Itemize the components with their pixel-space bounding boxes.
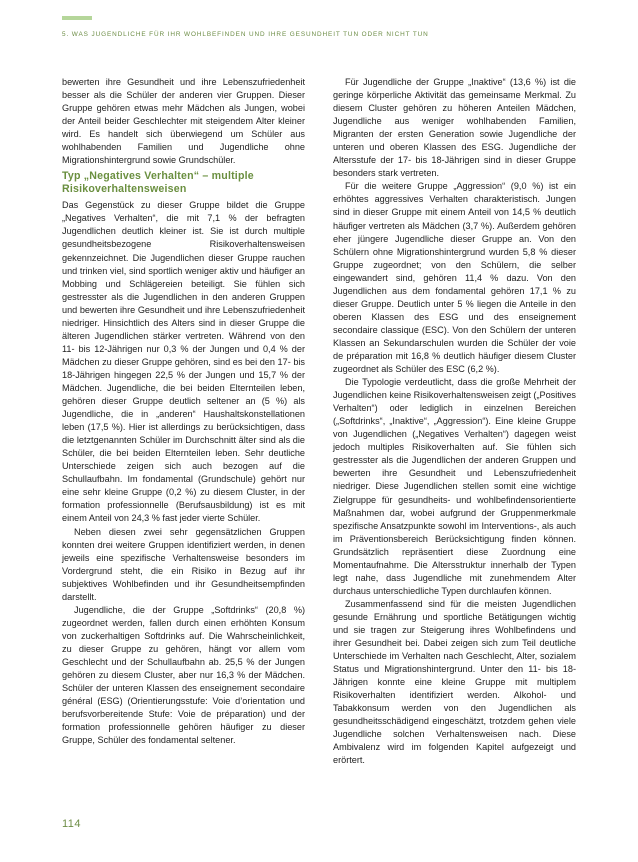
- running-head: 5. WAS JUGENDLICHE FÜR IHR WOHLBEFINDEN UND IHRE GESUNDHEIT TUN ODER NICHT TUN: [62, 31, 429, 38]
- section-heading-negatives-verhalten: Typ „Negatives Verhalten“ – multiple Risikoverhaltensweisen: [62, 170, 254, 196]
- right-paragraph-2: Für die weitere Gruppe „Aggression“ (9,0 %) ist ein erhöhtes aggressives Verhalten charakteristisch. Jungen sind in dieser Gruppe mit einem Anteil von 14,5 % deutlich häufiger vertreten als Mädchen (3,7 %). Außerdem gehören eher jüngere Jugendliche dieser Gruppe an. Von den Schülern ohne Migrationshintergrund wurden 5,8 % dieser Gruppe zugeordnet; von den Schülern, die selber eingewandert sind, gehören 11,4 % dazu. Von den Jugendlichen aus dem fondamental gehören 17,1 % zu dieser Gruppe. Deutlich unter 5 % liegen die Anteile in den oberen Klassen des ESG und des enseignement secondaire classique (ESC). Von den Schülern der unteren Klassen an Sekundarschulen wurden die Schüler der voie de préparation mit 16,8 % deutlich häufiger diesem Cluster zugeordnet als Schüler des ESC (6,2 %).: [333, 181, 576, 375]
- left-paragraph-1: bewerten ihre Gesundheit und ihre Lebenszufriedenheit besser als die Schüler der anderen vier Gruppen. Dieser Gruppe gehören etwas mehr Mädchen als Jungen, wobei der Anteil beider Geschlechter mit steigendem Alter kleiner wird. Es handelt sich überwiegend um Schüler aus wohlhabenden Familien und Jugendliche ohne Migrationshintergrund sowie Grundschüler.: [62, 77, 305, 166]
- header-accent-bar: [62, 16, 92, 20]
- left-column: [62, 76, 305, 747]
- right-paragraph-3: Die Typologie verdeutlicht, dass die große Mehrheit der Jugendlichen keine Risikoverhaltensweisen zeigt („Positives Verhalten“) oder lediglich in einzelnen Bereichen („Softdrinks“, „Inaktive“, „Aggression“). Eine kleine Gruppe von Jugendlichen („Negatives Verhalten“) dagegen weist jedoch multiples Risikoverhalten auf. Sie fühlen sich gestresster als die Jugendlichen der anderen Gruppen und bewerten ihre Gesundheit und Lebenszufriedenheit niedriger. Diese Jugendlichen stellen somit eine wichtige Zielgruppe für gesundheits- und wohlbefindensorientierte Maßnahmen dar, wobei aufgrund der Gruppenmerkmale spezifische Ansatzpunkte sowohl im Interventions-, als auch im Präventionsbereich Berücksichtigung finden können. Grundsätzlich repräsentiert diese Zuordnung eine Momentaufnahme. Die Altersstruktur innerhalb der Typen legt nahe, dass Jugendliche mit zunehmendem Alter durchaus unterschiedliche Typen durchlaufen können.: [333, 377, 576, 596]
- right-paragraph-1: Für Jugendliche der Gruppe „Inaktive“ (13,6 %) ist die geringe körperliche Aktivität das gemeinsame Merkmal. Zu diesem Cluster gehören zu höheren Anteilen Mädchen, Jugendliche aus weniger wohlhabenden Familien, Migranten der ersten Generation sowie Jugendliche der unteren und oberen Klassen des ESG. Jugendliche der Altersstufe der 17- bis 18-Jährigen sind in dieser Gruppe besonders stark vertreten.: [333, 77, 576, 179]
- right-paragraph-4: Zusammenfassend sind für die meisten Jugendlichen gesunde Ernährung und sportliche Betätigungen wichtig und sie tragen zur Steigerung ihres Wohlbefindens und ihrer Gesundheit bei. Dabei zeigen sich zum Teil deutliche Unterschiede im Verhalten nach Geschlecht, Alter, sozialem Status und Migrationshintergrund. Unter den 11- bis 18-Jährigen konnte eine kleine Gruppe mit multiplem Risikoverhalten identifiziert werden. Alkohol- und Tabakkonsum werden von den Jugendlichen als gesundheitsschädigend eingeschätzt, trotzdem gehen viele Jugendliche solchen Verhaltensweisen nach. Diese Ambivalenz wird im folgenden Kapitel aufgezeigt und erörtert.: [333, 598, 576, 766]
- page-number: 114: [62, 818, 82, 830]
- left-paragraph-2: Das Gegenstück zu dieser Gruppe bildet die Gruppe „Negatives Verhalten“, die mit 7,1 % der befragten Jugendlichen deutlich kleiner ist. Sie ist durch multiple gesundheitsbezogene Risikoverhaltensweisen gekennzeichnet. Die Jugendlichen dieser Gruppe rauchen und trinken viel, sind sportlich weniger aktiv und häufiger an Mobbing und Schlägereien beteiligt. Sie fühlen sich gestresster als die Jugendlichen in den anderen Gruppen und bewerten ihre Gesundheit und ihre Lebenszufriedenheit niedriger. Hinsichtlich des Alters sind in dieser Gruppe die älteren Jugendlichen stärker vertreten. Während von den 11- bis 12-Jährigen nur 0,3 % der Jungen und 0,4 % der Mädchen zu dieser Gruppe gehören, sind es bei den 17- bis 18-Jährigen hingegen 22,5 % der Jungen und 15,7 % der Mädchen. Jugendliche, die bei beiden Elternteilen leben, gehören dieser Gruppe deutlich seltener an (5 %) als Jugendliche, die in „anderen“ Haushaltskonstellationen leben (17,5 %). Hier ist allerdings zu berücksichtigen, dass die letztgenannten Schüler im Durchschnitt älter sind als die Schüler, die bei beiden Elternteilen leben. Sehr deutliche Unterschiede zeigen sich auch bezogen auf die Schullaufbahn. Im fondamental (Grundschule) gehört nur eine sehr kleine Gruppe (0,2 %) zu diesem Cluster, in der formation professionnelle (Berufsausbildung) ist es mit einem Anteil von 24,3 % fast jeder vierte Schüler.: [62, 200, 305, 524]
- left-paragraph-4: Jugendliche, die der Gruppe „Softdrinks“ (20,8 %) zugeordnet werden, fallen durch einen erhöhten Konsum von zuckerhaltigen Softdrinks auf. Die Wahrscheinlichkeit, zu dieser Gruppe zu gehören, hängt vor allem vom Geschlecht und der Schullaufbahn ab. 25,5 % der Jungen gehören zu diesem Cluster, aber nur 16,3 % der Mädchen. Schüler der unteren Klassen des enseignement secondaire général (ESG) (Orientierungsstufe: Voie d’orientation und berufsvorbereitende Stufe: Voie de préparation) und der formation professionnelle gehören häufiger zu dieser Gruppe, Schüler des fondamental seltener.: [62, 604, 305, 746]
- left-paragraph-3: Neben diesen zwei sehr gegensätzlichen Gruppen konnten drei weitere Gruppen identifiziert werden, in denen jeweils eine spezifische Verhaltensweise besonders im Vordergrund steht, die ein Risiko in Bezug auf ihr subjektives Wohlbefinden und ihr Gesundheitsempfinden darstellt.: [62, 526, 305, 602]
- right-column: [333, 76, 576, 767]
